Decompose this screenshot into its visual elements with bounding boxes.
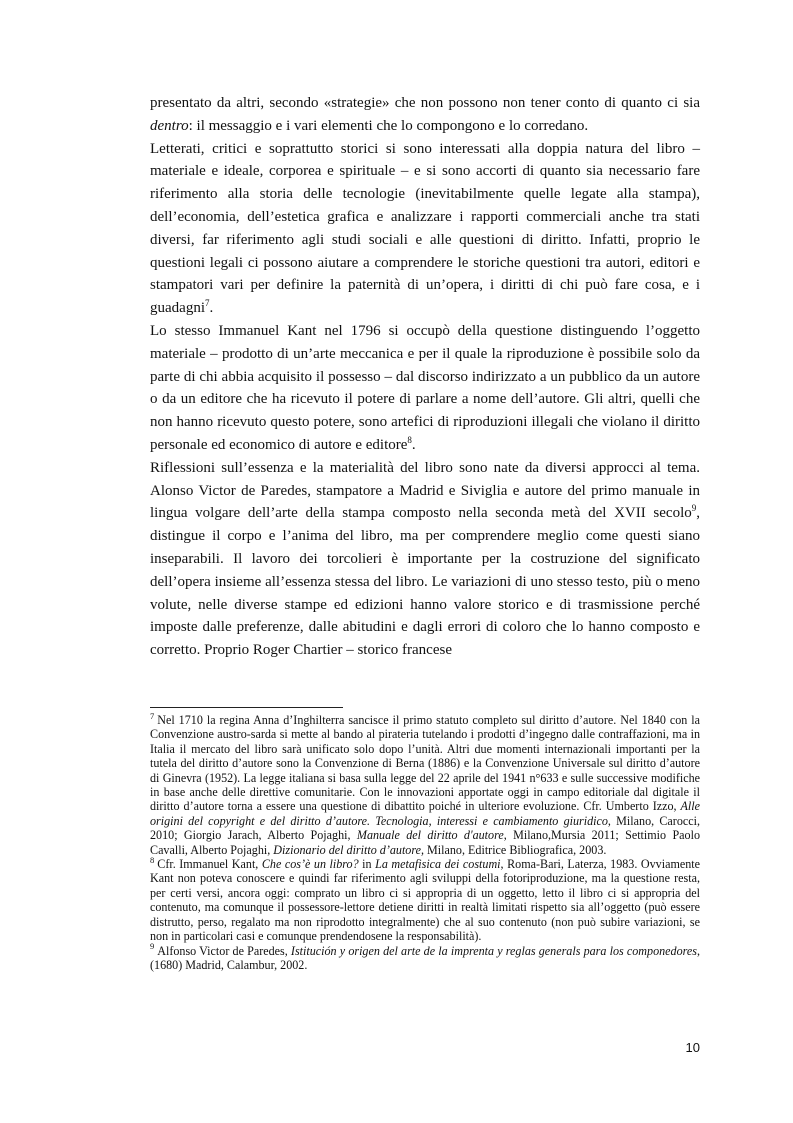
italic-run: Manuale del diritto d'autore bbox=[356, 828, 504, 843]
paragraph-4 bbox=[150, 457, 700, 662]
footnote-8 bbox=[150, 857, 700, 943]
paragraph-2 bbox=[150, 138, 700, 320]
italic-run: Istitución y origen del arte de la imprenta y reglas generals para los componedores bbox=[290, 943, 697, 958]
footnote-number: 9 bbox=[150, 941, 155, 952]
italic-run: La metafisica dei costumi bbox=[375, 857, 501, 872]
text-run: Cfr. Immanuel Kant, bbox=[157, 857, 262, 872]
text-run: Nel 1710 la regina Anna d’Inghilterra sancisce il primo statuto completo sul diritto d’autore. Nel 1840 con la Convenzione austro-sarda si mette al bando al pirateria tutelando i prodotti d’ingegno dalle contraffazioni, ma in Italia il mercato del libro sarà unificato solo dopo l’unità. Altri due momenti internazionali importanti per la tutela del diritto d’autore sono la Convenzione di Berna (1886) e la Convenzione Universale sul diritto d’autore di Ginevra (1952). La legge italiana si basa sulla legge del 22 aprile del 1941 n°633 e sulle successive modifiche in base anche delle direttive comunitarie. Con le innovazioni apportate oggi in campo editoriale dal digitale il diritto d’autore torna a essere una questione di dibattito poiché in ulteriore evoluzione. Cfr. Umberto Izzo, bbox=[150, 713, 700, 814]
footnotes bbox=[150, 710, 700, 972]
italic-run: Dizionario del diritto d’autore, bbox=[273, 842, 425, 857]
text-run: Alfonso Victor de Paredes, bbox=[157, 943, 291, 958]
text-run: Milano, Editrice Bibliografica, 2003. bbox=[424, 842, 607, 857]
text-run: : il messaggio e i vari elementi che lo compongono e lo corredano. bbox=[188, 117, 589, 134]
italic-run: dentro bbox=[150, 117, 189, 134]
page-number: 10 bbox=[685, 1040, 700, 1055]
footnote-separator bbox=[150, 707, 343, 708]
footnote-ref-7: 7 bbox=[204, 298, 210, 309]
text-run: . bbox=[209, 300, 214, 317]
text-run: , Milano,Mursia 2011; Settimio Paolo Cavalli, Alberto Pojaghi, bbox=[150, 828, 700, 857]
text-run: , (1680) Madrid, Calambur, 2002. bbox=[150, 943, 700, 972]
paragraph-3 bbox=[150, 320, 700, 457]
text-run: , distingue il corpo e l’anima del libro, ma per comprendere meglio come questi siano inseparabili. Il lavoro dei torcolieri è importante per la costruzione del significato dell’opera insieme all’essenza stessa del libro. Le variazioni di uno stesso testo, più o meno volute, nelle diverse stampe ed edizioni hanno valore storico e di trasmissione perché imposte dalle preferenze, dalle abitudini e dagli errori di coloro che lo hanno composto e corretto. Proprio Roger Chartier – storico francese bbox=[150, 505, 700, 659]
italic-run: Alle origini del copyright e del diritto d’autore. Tecnologia, interessi e cambiamento giuridico bbox=[150, 799, 700, 828]
italic-run: Che cos’è un libro? bbox=[261, 857, 359, 872]
text-run: Riflessioni sull’essenza e la materialità del libro sono nate da diversi approcci al tema. Alonso Victor de Paredes, stampatore a Madrid e Siviglia e autore del primo manuale in lingua volgare dell’arte della stampa composto nella seconda metà del XVII secolo bbox=[150, 459, 700, 522]
text-run: Lo stesso Immanuel Kant nel 1796 si occupò della questione distinguendo l’oggetto materiale – prodotto di un’arte meccanica e per il quale la riproduzione è possibile solo da parte di chi abbia acquisito il possesso – dal discorso indirizzato a un pubblico da un autore o da un editore che ha ricevuto il potere di parlare a nome dell’autore. Gli altri, quelli che non hanno ricevuto questo potere, sono artefici di riproduzioni illegali che violano il diritto personale ed economico di autore e editore bbox=[150, 322, 700, 453]
footnote-ref-9: 9 bbox=[691, 503, 697, 514]
footnote-number: 7 bbox=[150, 710, 155, 721]
footnote-7 bbox=[150, 710, 700, 857]
footnote-ref-8: 8 bbox=[407, 434, 412, 445]
text-run: in bbox=[358, 857, 376, 872]
main-text bbox=[150, 92, 700, 662]
paragraph-1 bbox=[150, 92, 700, 138]
text-run: , Milano, Carocci, 2010; Giorgio Jarach, Alberto Pojaghi, bbox=[150, 813, 700, 843]
text-run: presentato da altri, secondo «strategie» che non possono non tener conto di quanto ci sia bbox=[150, 95, 700, 111]
text-run: Letterati, critici e soprattutto storici si sono interessati alla doppia natura del libro – materiale e ideale, corporea e spirituale – e si sono accorti di quanto sia necessario fare riferimento alla storia delle tecnologie (inevitabilmente quelle legate alla stampa), dell’economia, dell’estetica grafica e analizzare i rapporti commerciali anche tra stati diversi, far riferimento agli studi sociali e alle questioni di diritto. Infatti, proprio le questioni legali ci possono aiutare a comprendere le storiche questioni tra autori, editori e stampatori vari per definire la paternità di un’opera, i diritti di chi può fare cosa, e i guadagni bbox=[150, 140, 700, 317]
text-run: . bbox=[411, 436, 416, 453]
footnote-number: 8 bbox=[150, 855, 155, 866]
text-run: , Roma-Bari, Laterza, 1983. Ovviamente Kant non poteva conoscere e quindi far riferimento agli sviluppi della fotoriproduzione, ma la questione resta, per certi versi, ancora oggi: comprato un libro ci si appropria di un oggetto, letto il libro ci si appropria del contenuto, ma comunque il possessore-lettore detiene diritti in realtà limitati rispetto sia all’oggetto (può essere distrutto, perso, regalato ma non riprodotto integralmente) che al suo contenuto (non può subire variazioni, se non in particolari casi e comunque prendendosene la responsabilità). bbox=[150, 857, 700, 944]
footnote-9 bbox=[150, 941, 700, 973]
